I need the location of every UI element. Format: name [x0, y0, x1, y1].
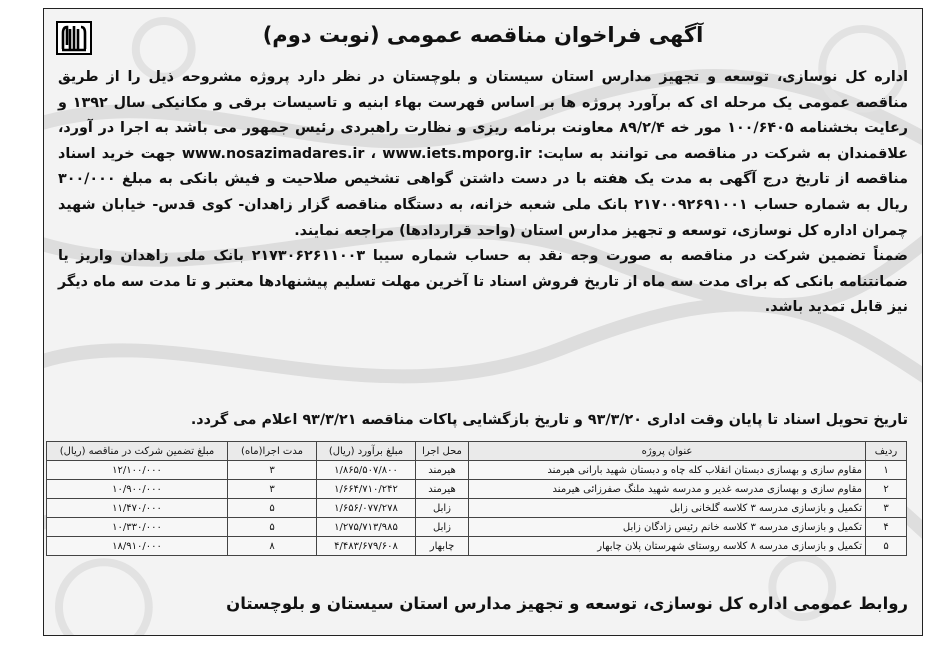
project-title: مقاوم سازی و بهسازی دبستان انقلاب کله چاه و دبستان شهید بارانی هیرمند — [469, 461, 866, 480]
project-estimate: ۱/۶۵۶/۰۷۷/۲۷۸ — [317, 499, 416, 518]
project-guarantee: ۱۰/۹۰۰/۰۰۰ — [47, 480, 228, 499]
project-title: مقاوم سازی و بهسازی مدرسه غدیر و مدرسه شهید ملنگ صفرزائی هیرمند — [469, 480, 866, 499]
footer-signature: روابط عمومی اداره کل نوسازی، توسعه و تجهیز مدارس استان سیستان و بلوچستان — [226, 594, 908, 613]
notice-paragraph: ضمناً تضمین شرکت در مناقصه به صورت وجه نقد به حساب شماره سیبا ۲۱۷۳۰۶۲۶۱۱۰۰۳ بانک ملی زاهدان واریز یا ضمانتنامه بانکی که برای مدت سه ماه از تاریخ فروش اسناد تا آخرین مهلت تسلیم پیشنهادها معتبر و تا مدت سه ماه دیگر نیز قابل تمدید باشد. — [58, 248, 908, 316]
project-duration: ۵ — [228, 499, 317, 518]
projects-table — [46, 441, 907, 556]
project-guarantee: ۱۰/۳۳۰/۰۰۰ — [47, 518, 228, 537]
col-header-project-title: عنوان پروژه — [469, 442, 866, 461]
project-guarantee: ۱۸/۹۱۰/۰۰۰ — [47, 537, 228, 556]
row-number: ۵ — [866, 537, 907, 556]
project-location: هیرمند — [416, 480, 469, 499]
project-location: هیرمند — [416, 461, 469, 480]
table-row — [47, 499, 907, 518]
project-title: تکمیل و بازسازی مدرسه ۸ کلاسه روستای شهرستان پلان چابهار — [469, 537, 866, 556]
project-guarantee: ۱۲/۱۰۰/۰۰۰ — [47, 461, 228, 480]
col-header-estimate: مبلغ برآورد (ریال) — [317, 442, 416, 461]
project-duration: ۳ — [228, 480, 317, 499]
page-title: آگهی فراخوان مناقصه عمومی (نوبت دوم) — [262, 23, 704, 47]
row-number: ۱ — [866, 461, 907, 480]
table-header-row — [47, 442, 907, 461]
row-number: ۴ — [866, 518, 907, 537]
project-duration: ۸ — [228, 537, 317, 556]
project-estimate: ۴/۴۸۳/۶۷۹/۶۰۸ — [317, 537, 416, 556]
notice-paragraph: اداره کل نوسازی، توسعه و تجهیز مدارس استان سیستان و بلوچستان در نظر دارد پروژه مشروحه ذیل را از طریق مناقصه عمومی یک مرحله ای که برآورد پروژه ها بر اساس فهرست بهاء ابنیه و تاسیسات برقی و مکانیکی سال ۱۳۹۲ و رعایت بخشنامه ۱۰۰/۶۴۰۵ مور خه ۸۹/۲/۴ معاونت برنامه ریزی و نظارت راهبردی رئیس جمهور می باشد به اجرا در آورد، علاقمندان به شرکت در مناقصه می توانند به سایت: www.nosazimadares.ir ، www.iets.mporg.ir جهت خرید اسناد مناقصه از تاریخ درج آگهی به مدت یک هفته با در دست داشتن گواهی تشخیص صلاحیت و فیش بانکی به مبلغ ۳۰۰/۰۰۰ ریال به شماره حساب ۲۱۷۰۰۹۲۶۹۱۰۰۱ بانک ملی شعبه خزانه، به دستگاه مناقصه گزار زاهدان- کوی قدس- خیابان شهید چمران اداره کل نوسازی، توسعه و تجهیز مدارس استان (واحد قراردادها) مراجعه نمایند. — [58, 69, 908, 239]
col-header-guarantee: مبلغ تضمین شرکت در مناقصه (ریال) — [47, 442, 228, 461]
project-location: زابل — [416, 518, 469, 537]
table-row — [47, 537, 907, 556]
project-title: تکمیل و بازسازی مدرسه ۳ کلاسه خانم رئیس زادگان زابل — [469, 518, 866, 537]
col-header-row-number: ردیف — [866, 442, 907, 461]
project-guarantee: ۱۱/۴۷۰/۰۰۰ — [47, 499, 228, 518]
project-title: تکمیل و بازسازی مدرسه ۳ کلاسه گلخانی زابل — [469, 499, 866, 518]
col-header-location: محل اجرا — [416, 442, 469, 461]
project-estimate: ۱/۶۶۴/۷۱۰/۲۴۲ — [317, 480, 416, 499]
row-number: ۳ — [866, 499, 907, 518]
notice-body — [58, 65, 908, 321]
project-estimate: ۱/۸۶۵/۵۰۷/۸۰۰ — [317, 461, 416, 480]
advertisement-frame — [43, 8, 923, 636]
project-estimate: ۱/۲۷۵/۷۱۳/۹۸۵ — [317, 518, 416, 537]
table-row — [47, 480, 907, 499]
col-header-duration: مدت اجرا(ماه) — [228, 442, 317, 461]
project-location: چابهار — [416, 537, 469, 556]
row-number: ۲ — [866, 480, 907, 499]
project-duration: ۵ — [228, 518, 317, 537]
table-row — [47, 518, 907, 537]
deadline-text: تاریخ تحویل اسناد تا پایان وقت اداری ۹۳/۳/۲۰ و تاریخ بازگشایی پاکات مناقصه ۹۳/۳/۲۱ اعلام می گردد. — [190, 412, 908, 428]
project-duration: ۳ — [228, 461, 317, 480]
table-row — [47, 461, 907, 480]
project-location: زابل — [416, 499, 469, 518]
